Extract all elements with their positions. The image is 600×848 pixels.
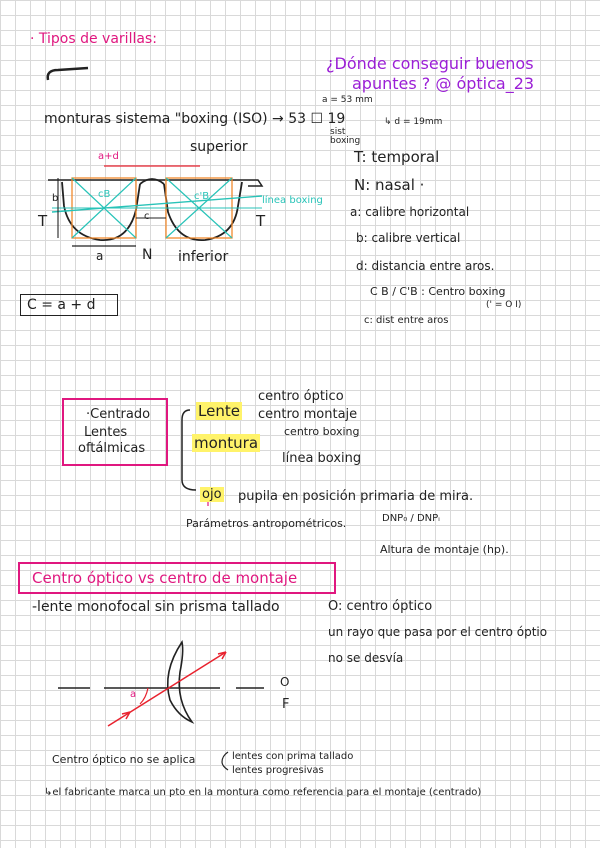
parametros-antropometricos: Parámetros antropométricos. [186, 517, 347, 530]
notes-source-question: ¿Dónde conseguir buenos [326, 54, 534, 73]
legend-oi-note: (' = O I) [486, 300, 522, 310]
boxing-sist-note: sist boxing [330, 127, 361, 146]
label-cb-prime: c'B [194, 191, 210, 202]
ray-note-line2: no se desvía [328, 651, 404, 665]
no-aplica-progresivas: lentes progresivas [232, 765, 324, 776]
lente-item-centro-montaje: centro montaje [258, 407, 358, 422]
parametros-altura: Altura de montaje (hp). [380, 543, 509, 556]
ray-note-line1: un rayo que pasa por el centro óptio [328, 625, 548, 639]
lente-item-centro-optico: centro óptico [258, 389, 344, 404]
montura-item-linea-boxing: línea boxing [282, 451, 362, 466]
fabricante-note: ↳el fabricante marca un pto en la montura como referencia para el montaje (centrado) [44, 787, 482, 798]
label-o: O [280, 675, 290, 689]
lente-monofocal-line: -lente monofocal sin prisma tallado [32, 599, 280, 615]
label-a: a [96, 249, 104, 263]
centro-optico-title: Centro óptico vs centro de montaje [32, 569, 298, 587]
label-angle-a: a [130, 689, 137, 700]
centrado-line3: oftálmicas [78, 441, 146, 456]
label-inferior: inferior [178, 249, 229, 265]
legend-centro-boxing: C B / C'B : Centro boxing [370, 285, 506, 298]
o-definition: O: centro óptico [328, 599, 433, 614]
boxing-a-note: a = 53 mm [322, 95, 373, 105]
centro-optico-title-box [18, 562, 336, 594]
label-nasal: N [142, 247, 153, 263]
centrado-line2: Lentes [84, 425, 128, 440]
no-aplica-text: Centro óptico no se aplica [52, 753, 196, 766]
legend-temporal: T: temporal [354, 148, 440, 166]
notes-source-handle: apuntes ? @ óptica_23 [352, 74, 535, 93]
label-cb: cB [98, 189, 111, 200]
formula-box [20, 294, 118, 316]
centrado-box [62, 398, 168, 466]
boxing-heading: monturas sistema "boxing (ISO) → 53 ☐ 19 [44, 111, 346, 127]
label-f: F [282, 697, 290, 712]
label-b: b [52, 193, 59, 204]
centrado-line1: ·Centrado [86, 407, 151, 422]
centrado-montura: montura [194, 434, 259, 452]
centrado-lente: Lente [198, 402, 240, 420]
legend-b: b: calibre vertical [356, 231, 461, 245]
label-superior: superior [190, 139, 248, 155]
lens-ray-diagram [58, 642, 264, 726]
frame-diagram [48, 166, 262, 246]
label-c: c [144, 211, 150, 222]
section-title-varillas: · Tipos de varillas: [30, 31, 157, 47]
centrado-ojo: ojo [202, 487, 222, 502]
label-temporal-right: T [256, 212, 266, 230]
label-temporal-left: T [38, 212, 48, 230]
legend-nasal: N: nasal · [354, 176, 425, 194]
legend-c: c: dist entre aros [364, 315, 449, 326]
legend-d: d: distancia entre aros. [356, 259, 495, 273]
label-a-plus-d: a+d [98, 151, 119, 162]
legend-a: a: calibre horizontal [350, 205, 470, 219]
ojo-text: pupila en posición primaria de mira. [238, 489, 474, 504]
montura-item-centro-boxing: centro boxing [284, 425, 360, 438]
formula-text: C = a + d [27, 297, 96, 313]
no-aplica-prisma: lentes con prima tallado [232, 751, 354, 762]
temple-sketch [48, 68, 88, 80]
label-linea-boxing: línea boxing [262, 195, 323, 206]
boxing-d-note: ↳ d = 19mm [384, 117, 443, 127]
parametros-dnp: DNP₀ / DNPᵢ [382, 513, 440, 524]
